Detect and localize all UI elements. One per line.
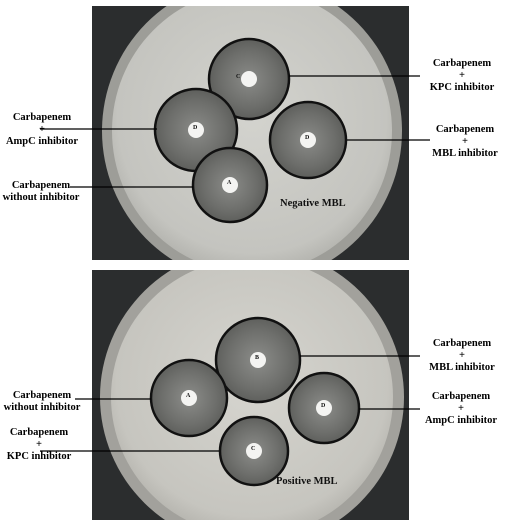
bottom-plate-photo: [92, 270, 409, 520]
label-text: Carbapenem: [12, 390, 72, 401]
disc-letter: D: [321, 403, 326, 409]
disc-letter: D: [305, 135, 310, 141]
disc-letter: D: [193, 125, 198, 131]
disc-letter: A: [227, 180, 232, 186]
label-text: Carbapenem: [431, 391, 491, 402]
label-bottom-ampc: [416, 391, 506, 427]
label-text: +: [458, 403, 464, 414]
label-text: +: [462, 136, 468, 147]
label-text: +: [459, 70, 465, 81]
label-top-mbl: [424, 124, 506, 160]
label-text: KPC inhibitor: [6, 451, 72, 462]
label-bottom-kpc: [0, 427, 78, 463]
label-text: without inhibitor: [2, 192, 80, 203]
label-text: +: [36, 439, 42, 450]
disc-letter: C: [251, 446, 256, 452]
label-text: without inhibitor: [3, 402, 81, 413]
bottom-plate-image: [92, 270, 409, 520]
label-bottom-mbl: [418, 338, 506, 374]
label-text: Carbapenem: [12, 112, 72, 123]
label-top-without: [0, 180, 82, 204]
top-plate-image: [92, 6, 409, 260]
label-text: MBL inhibitor: [429, 362, 495, 373]
label-text: Carbapenem: [432, 338, 492, 349]
disc-letter: C: [236, 74, 241, 80]
label-top-ampc: [0, 112, 84, 148]
label-text: AmpC inhibitor: [5, 136, 79, 147]
label-text: Carbapenem: [435, 124, 495, 135]
disc-letter: B: [255, 355, 260, 361]
label-bottom-without: [0, 390, 84, 414]
label-text: Carbapenem: [432, 58, 492, 69]
label-top-kpc: [418, 58, 506, 94]
label-text: KPC inhibitor: [429, 82, 495, 93]
label-text: AmpC inhibitor: [424, 415, 498, 426]
label-text: MBL inhibitor: [432, 148, 498, 159]
plate-status-label: Negative MBL: [280, 198, 346, 209]
label-text: Carbapenem: [9, 427, 69, 438]
top-plate-photo: [92, 6, 409, 260]
disc-letter: A: [186, 393, 191, 399]
plate-status-label: Positive MBL: [276, 476, 338, 487]
label-text: Carbapenem: [11, 180, 71, 191]
label-text: +: [459, 350, 465, 361]
label-text: +: [39, 124, 45, 135]
